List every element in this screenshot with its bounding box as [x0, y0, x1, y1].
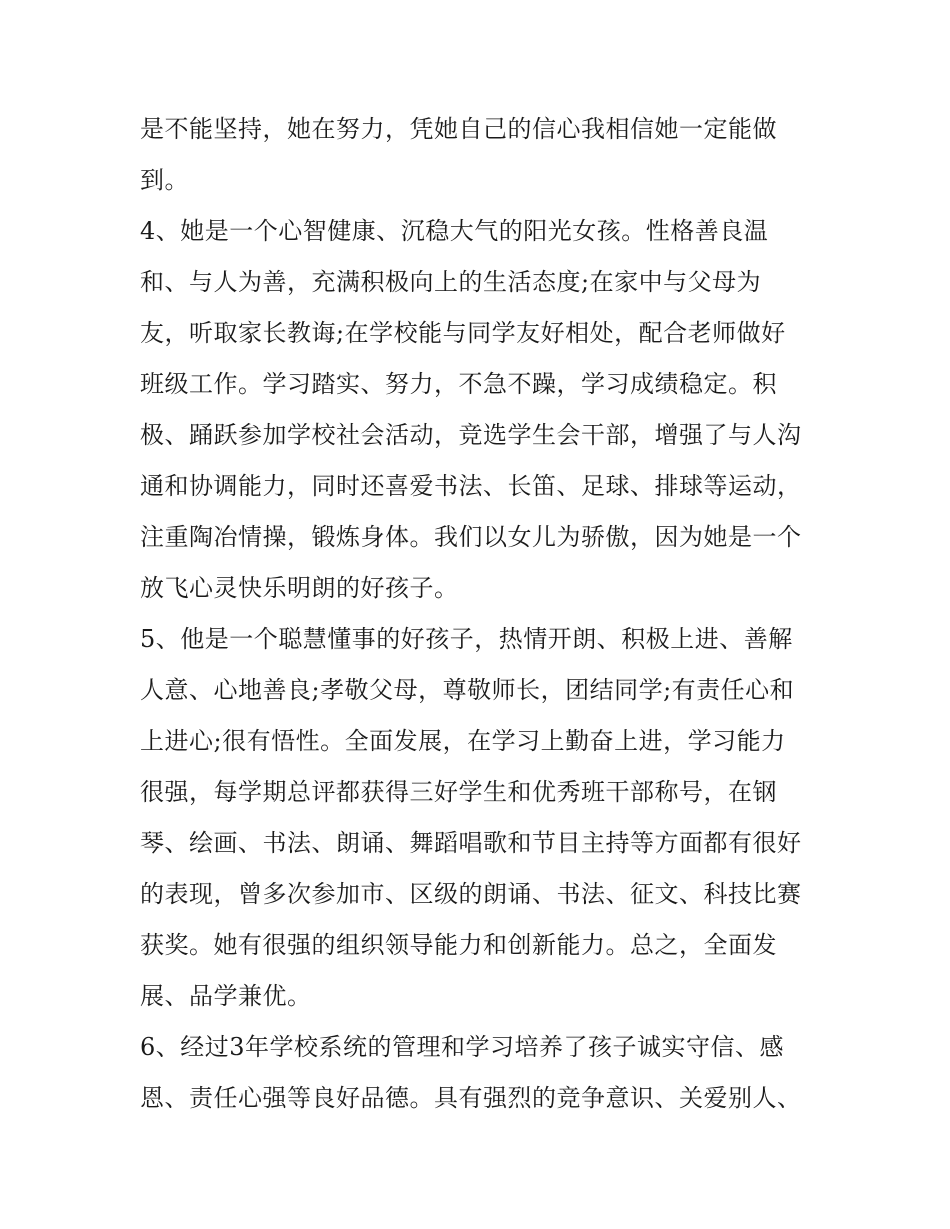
- text-line: 很强，每学期总评都获得三好学生和优秀班干部称号，在钢: [140, 778, 777, 806]
- text-line: 通和协调能力，同时还喜爱书法、长笛、足球、排球等运动，: [140, 472, 802, 500]
- text-line: 极、踊跃参加学校社会活动，竞选学生会干部，增强了与人沟: [140, 421, 802, 449]
- text-line: 琴、绘画、书法、朗诵、舞蹈唱歌和节目主持等方面都有很好: [140, 829, 802, 857]
- text-line: 放飞心灵快乐明朗的好孩子。: [140, 574, 459, 602]
- text-line: 展、品学兼优。: [140, 982, 312, 1010]
- text-line: 是不能坚持，她在努力，凭她自己的信心我相信她一定能做: [140, 115, 777, 143]
- text-line: 4、她是一个心智健康、沉稳大气的阳光女孩。性格善良温: [140, 217, 769, 245]
- text-line: 6、经过3年学校系统的管理和学习培养了孩子诚实守信、感: [140, 1033, 785, 1061]
- text-line: 到。: [140, 166, 189, 194]
- text-line: 的表现，曾多次参加市、区级的朗诵、书法、征文、科技比赛: [140, 880, 802, 908]
- text-line: 5、他是一个聪慧懂事的好孩子，热情开朗、积极上进、善解: [140, 625, 793, 653]
- text-line: 友，听取家长教诲;在学校能与同学友好相处，配合老师做好: [140, 319, 786, 347]
- text-line: 上进心;很有悟性。全面发展，在学习上勤奋上进，学习能力: [140, 727, 786, 755]
- text-line: 恩、责任心强等良好品德。具有强烈的竞争意识、关爱别人、: [140, 1084, 802, 1112]
- text-line: 和、与人为善，充满积极向上的生活态度;在家中与父母为: [140, 268, 762, 296]
- text-line: 获奖。她有很强的组织领导能力和创新能力。总之，全面发: [140, 931, 777, 959]
- text-line: 注重陶冶情操，锻炼身体。我们以女儿为骄傲，因为她是一个: [140, 523, 802, 551]
- text-line: 人意、心地善良;孝敬父母，尊敬师长，团结同学;有责任心和: [140, 676, 795, 704]
- text-line: 班级工作。学习踏实、努力，不急不躁，学习成绩稳定。积: [140, 370, 777, 398]
